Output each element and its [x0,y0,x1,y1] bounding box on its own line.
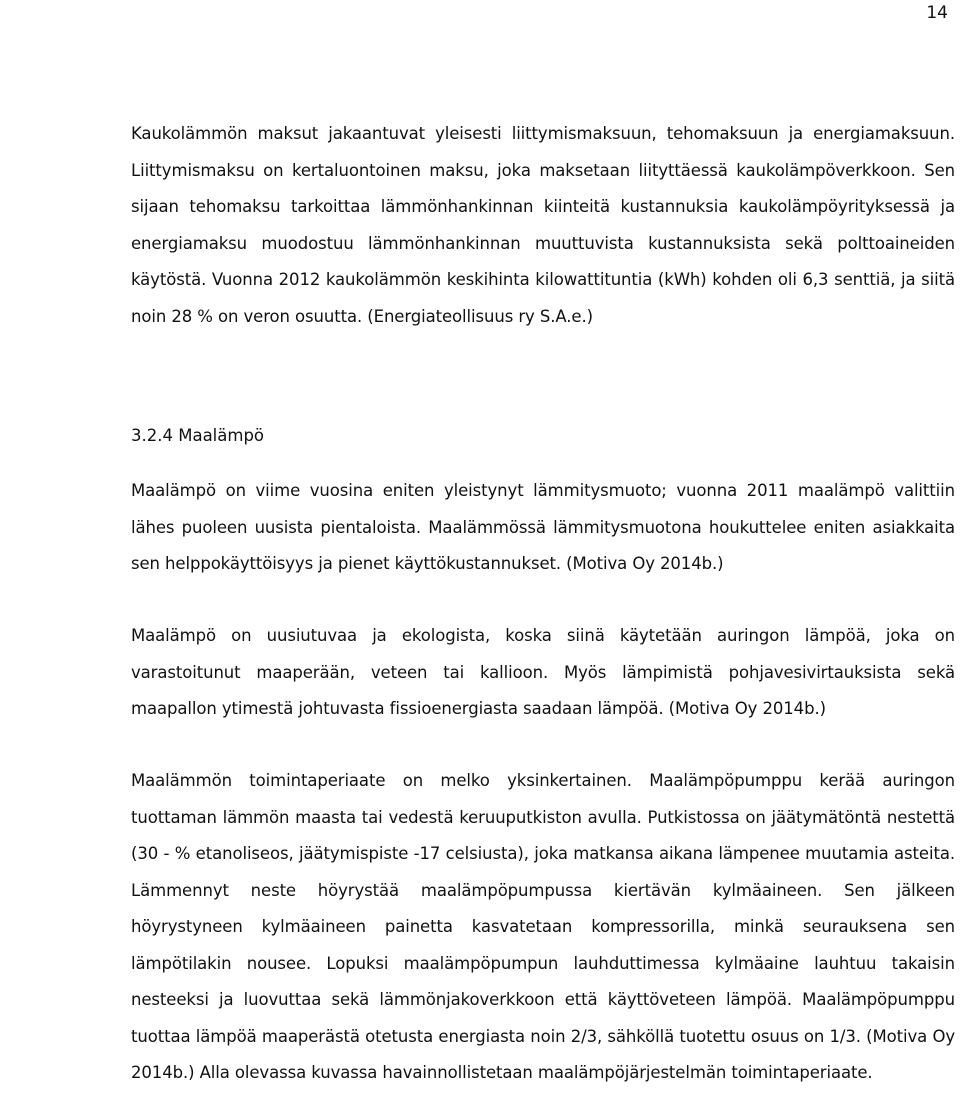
paragraph-geothermal-principle: Maalämmön toimintaperiaate on melko yksinkertainen. Maalämpöpumppu kerää auringon tuottaman lämmön maasta tai vedestä keruuputkiston avulla. Putkistossa on jäätymätöntä nestettä (30 - % etanoliseos, jäätymispiste -17 celsiusta), joka matkansa aikana lämpenee muutamia asteita. Lämmennyt neste höyrystää maalämpöpumpussa kiertävän kylmäaineen. Sen jälkeen höyrystyneen kylmäaineen painetta kasvatetaan kompressorilla, minkä seurauksena sen lämpötilakin nousee. Lopuksi maalämpöpumpun lauhduttimessa kylmäaine lauhtuu takaisin nesteeksi ja luovuttaa sekä lämmönjakoverkkoon että käyttöveteen lämpöä. Maalämpöpumppu tuottaa lämpöä maaperästä otetusta energiasta noin 2/3, sähköllä tuotettu osuus on 1/3. (Motiva Oy 2014b.) Alla olevassa kuvassa havainnollistetaan maalämpöjärjestelmän toimintaperiaate. [131,771,955,1082]
paragraph-geothermal-renewable: Maalämpö on uusiutuvaa ja ekologista, koska siinä käytetään auringon lämpöä, joka on varastoitunut maaperään, veteen tai kallioon. Myös lämpimistä pohjavesivirtauksista sekä maapallon ytimestä johtuvasta fissioenergiasta saadaan lämpöä. (Motiva Oy 2014b.) [131,626,955,718]
page-number: 14 [926,3,948,23]
section-heading: 3.2.4 Maalämpö [131,426,265,445]
paragraph-district-heating-fees: Kaukolämmön maksut jakaantuvat yleisesti liittymismaksuun, tehomaksuun ja energiamaksuun. Liittymismaksu on kertaluontoinen maksu, joka maksetaan liityttäessä kaukolämpöverkkoon. Sen sijaan tehomaksu tarkoittaa lämmönhankinnan kiinteitä kustannuksia kaukolämpöyrityksessä ja energiamaksu muodostuu lämmönhankinnan muuttuvista kustannuksista sekä polttoaineiden käytöstä. Vuonna 2012 kaukolämmön keskihinta kilowattituntia (kWh) kohden oli 6,3 senttiä, ja siitä noin 28 % on veron osuutta. (Energiateollisuus ry S.A.e.) [131,124,955,326]
paragraph-geothermal-popularity: Maalämpö on viime vuosina eniten yleistynyt lämmitysmuoto; vuonna 2011 maalämpö valittiin lähes puoleen uusista pientaloista. Maalämmössä lämmitysmuotona houkuttelee eniten asiakkaita sen helppokäyttöisyys ja pienet käyttökustannukset. (Motiva Oy 2014b.) [131,481,955,573]
